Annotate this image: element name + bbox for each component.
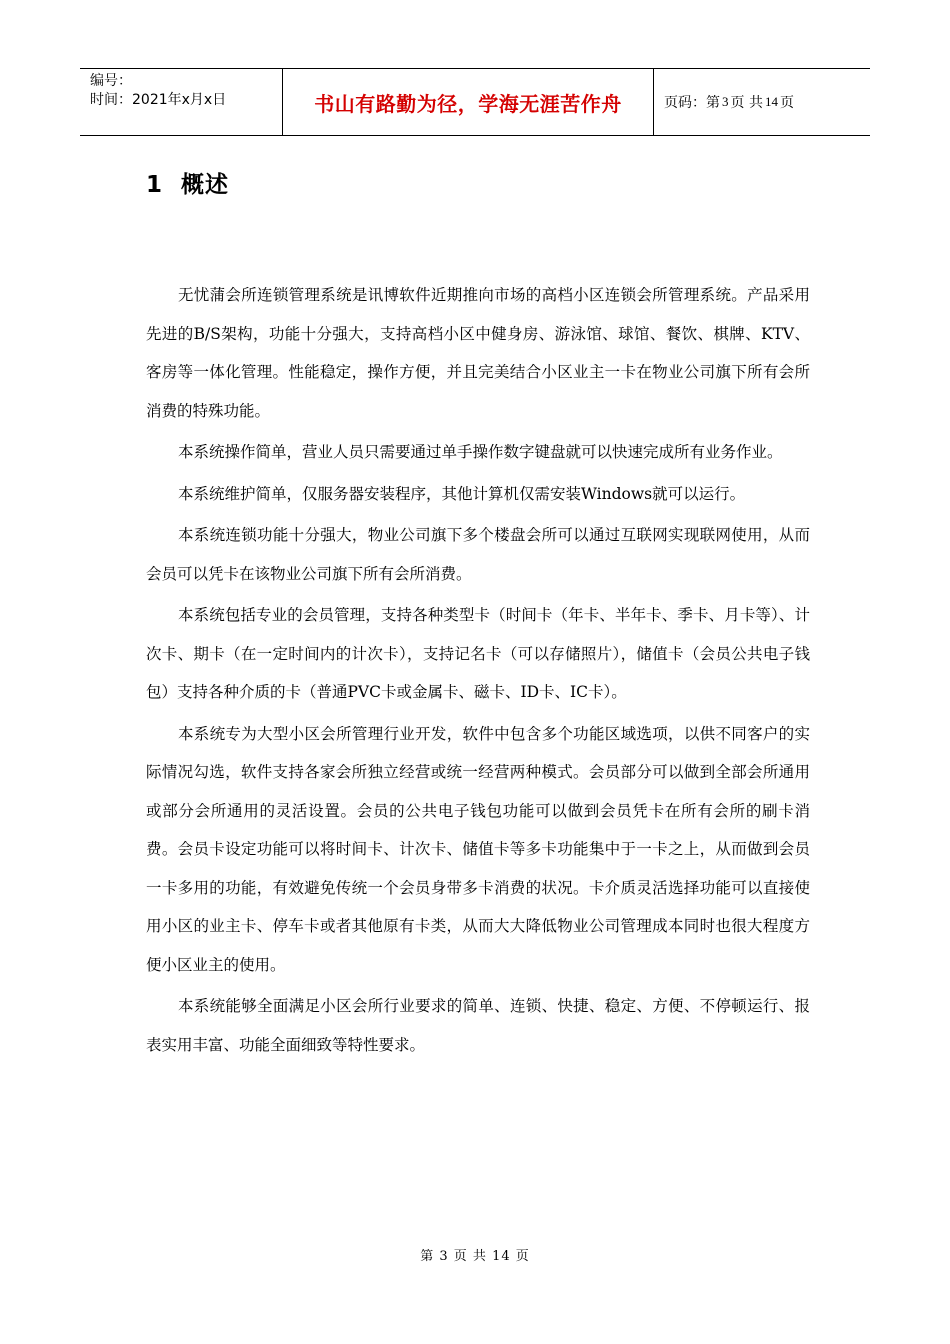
footer-total-pages: 14 (492, 1249, 511, 1264)
header-page-info (654, 69, 870, 135)
page-total: 14 (764, 94, 778, 109)
footer-mid: 页 共 (453, 1249, 487, 1264)
section-number: 1 (146, 172, 164, 198)
paragraph: 本系统连锁功能十分强大，物业公司旗下多个楼盘会所可以通过互联网实现联网使用，从而会员可以凭卡在该物业公司旗下所有会所消费。 (146, 526, 810, 583)
section-heading (146, 166, 229, 199)
body-content (146, 276, 810, 1067)
number-label: 编号： (90, 73, 132, 89)
paragraph: 本系统能够全面满足小区会所行业要求的简单、连锁、快捷、稳定、方便、不停顿运行、报表实用丰富、功能全面细致等特性要求。 (146, 997, 810, 1054)
page-mid: 页 共 (730, 95, 763, 111)
page-suffix: 页 (779, 95, 794, 111)
footer-prefix: 第 (420, 1249, 435, 1264)
time-label: 时间：2021年x月x日 (90, 92, 227, 108)
paragraph: 本系统操作简单，营业人员只需要通过单手操作数字键盘就可以快速完成所有业务作业。 (178, 443, 783, 461)
footer-suffix: 页 (515, 1249, 530, 1264)
page-footer (0, 1245, 950, 1264)
document-header (80, 68, 870, 136)
header-meta (80, 69, 282, 135)
paragraph: 无忧蒲会所连锁管理系统是讯博软件近期推向市场的高档小区连锁会所管理系统。产品采用先进的B/S架构，功能十分强大，支持高档小区中健身房、游泳馆、球馆、餐饮、棋牌、KTV、客房等一体化管理。性能稳定，操作方便，并且完美结合小区业主一卡在物业公司旗下所有会所消费的特殊功能。 (146, 286, 810, 420)
section-title: 概述 (181, 172, 230, 198)
header-motto: 书山有路勤为径，学海无涯苦作舟 (282, 69, 654, 135)
paragraph: 本系统专为大型小区会所管理行业开发，软件中包含多个功能区域选项，以供不同客户的实际情况勾选，软件支持各家会所独立经营或统一经营两种模式。会员部分可以做到全部会所通用或部分会所通用的灵活设置。会员的公共电子钱包功能可以做到会员凭卡在所有会所的刷卡消费。会员卡设定功能可以将时间卡、计次卡、储值卡等多卡功能集中于一卡之上，从而做到会员一卡多用的功能，有效避免传统一个会员身带多卡消费的状况。卡介质灵活选择功能可以直接使用小区的业主卡、停车卡或者其他原有卡类，从而大大降低物业公司管理成本同时也很大程度方便小区业主的使用。 (146, 724, 810, 974)
paragraph: 本系统包括专业的会员管理，支持各种类型卡（时间卡（年卡、半年卡、季卡、月卡等）、计次卡、期卡（在一定时间内的计次卡），支持记名卡（可以存储照片），储值卡（会员公共电子钱包）支持各种介质的卡（普通PVC卡或金属卡、磁卡、ID卡、IC卡）。 (146, 606, 810, 701)
page-current: 3 (722, 94, 729, 109)
paragraph: 本系统维护简单，仅服务器安装程序，其他计算机仅需安装Windows就可以运行。 (178, 484, 746, 503)
footer-current-page: 3 (439, 1249, 449, 1264)
page-prefix: 页码：第 (664, 95, 720, 111)
